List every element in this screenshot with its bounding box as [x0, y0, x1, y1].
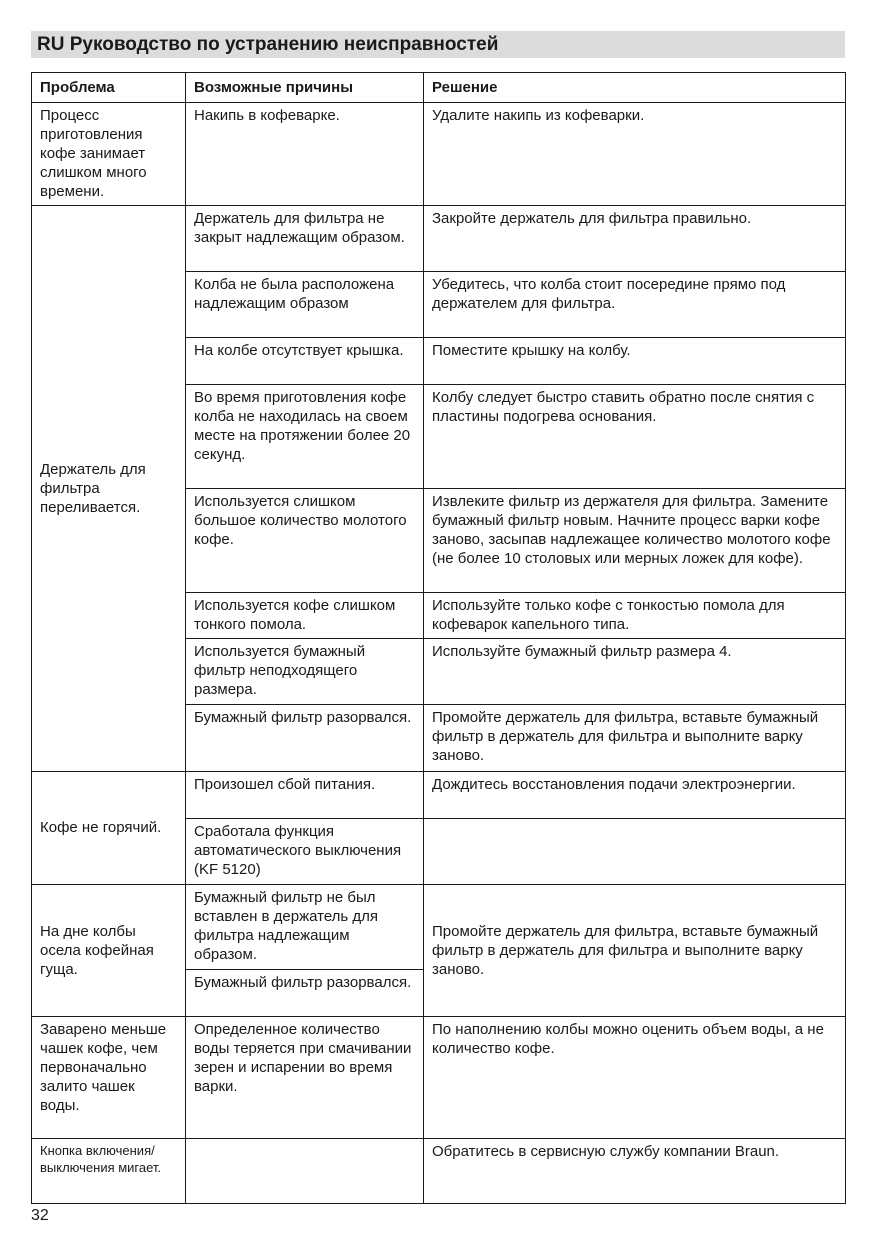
cause-cell: Определенное количество воды теряется при смачивании зерен и испарении во время варки.: [186, 1017, 424, 1139]
solution-cell: Колбу следует быстро ставить обратно после снятия с пластины подогрева основания.: [424, 385, 846, 489]
table-header-row: [32, 73, 846, 103]
solution-cell: [424, 819, 846, 885]
page-title: RU Руководство по устранению неисправностей: [31, 31, 845, 58]
solution-cell: Дождитесь восстановления подачи электроэнергии.: [424, 772, 846, 819]
cause-cell: Используется бумажный фильтр неподходящего размера.: [186, 639, 424, 705]
table-row: [32, 772, 846, 819]
header-problem: Проблема: [32, 73, 186, 103]
troubleshooting-table: [31, 72, 846, 1204]
solution-cell: Удалите накипь из кофеварки.: [424, 103, 846, 206]
solution-cell: Закройте держатель для фильтра правильно.: [424, 206, 846, 272]
solution-cell: Используйте только кофе с тонкостью помола для кофеварок капельного типа.: [424, 593, 846, 639]
solution-cell: Поместите крышку на колбу.: [424, 338, 846, 385]
cause-cell: Сработала функция автоматического выключения (KF 5120): [186, 819, 424, 885]
cause-cell: Используется слишком большое количество молотого кофе.: [186, 489, 424, 593]
solution-cell: Извлеките фильтр из держателя для фильтра. Замените бумажный фильтр новым. Начните процесс варки кофе заново, засыпав надлежащее количество молотого кофе (не более 10 столовых или мерных ложек для кофе).: [424, 489, 846, 593]
problem-cell: Держатель для фильтра переливается.: [32, 206, 186, 772]
solution-cell: Обратитесь в сервисную службу компании Braun.: [424, 1139, 846, 1204]
table-row: [32, 1017, 846, 1139]
cause-cell: Держатель для фильтра не закрыт надлежащим образом.: [186, 206, 424, 272]
cause-cell: Бумажный фильтр разорвался.: [186, 970, 424, 1017]
page-number: 32: [31, 1207, 49, 1224]
cause-cell: Во время приготовления кофе колба не находилась на своем месте на протяжении более 20 секунд.: [186, 385, 424, 489]
solution-cell: Промойте держатель для фильтра, вставьте бумажный фильтр в держатель для фильтра и выполните варку заново.: [424, 705, 846, 772]
problem-cell: Заварено меньше чашек кофе, чем первоначально залито чашек воды.: [32, 1017, 186, 1139]
cause-cell: Колба не была расположена надлежащим образом: [186, 272, 424, 338]
cause-cell: На колбе отсутствует крышка.: [186, 338, 424, 385]
cause-cell: Используется кофе слишком тонкого помола.: [186, 593, 424, 639]
problem-cell: На дне колбы осела кофейная гуща.: [32, 885, 186, 1017]
problem-cell: Кофе не горячий.: [32, 772, 186, 885]
problem-cell: Процесс приготовления кофе занимает слишком много времени.: [32, 103, 186, 206]
table-row: [32, 206, 846, 272]
cause-cell: Бумажный фильтр разорвался.: [186, 705, 424, 772]
table-row: [32, 885, 846, 970]
cause-cell: Произошел сбой питания.: [186, 772, 424, 819]
cause-cell: [186, 1139, 424, 1204]
table-row: [32, 1139, 846, 1204]
solution-cell: Промойте держатель для фильтра, вставьте бумажный фильтр в держатель для фильтра и выполните варку заново.: [424, 885, 846, 1017]
solution-cell: По наполнению колбы можно оценить объем воды, а не количество кофе.: [424, 1017, 846, 1139]
solution-cell: Убедитесь, что колба стоит посередине прямо под держателем для фильтра.: [424, 272, 846, 338]
cause-cell: Накипь в кофеварке.: [186, 103, 424, 206]
cause-cell: Бумажный фильтр не был вставлен в держатель для фильтра надлежащим образом.: [186, 885, 424, 970]
header-causes: Возможные причины: [186, 73, 424, 103]
problem-cell: Кнопка включения/ выключения мигает.: [32, 1139, 186, 1204]
header-solution: Решение: [424, 73, 846, 103]
solution-cell: Используйте бумажный фильтр размера 4.: [424, 639, 846, 705]
table-row: [32, 103, 846, 206]
